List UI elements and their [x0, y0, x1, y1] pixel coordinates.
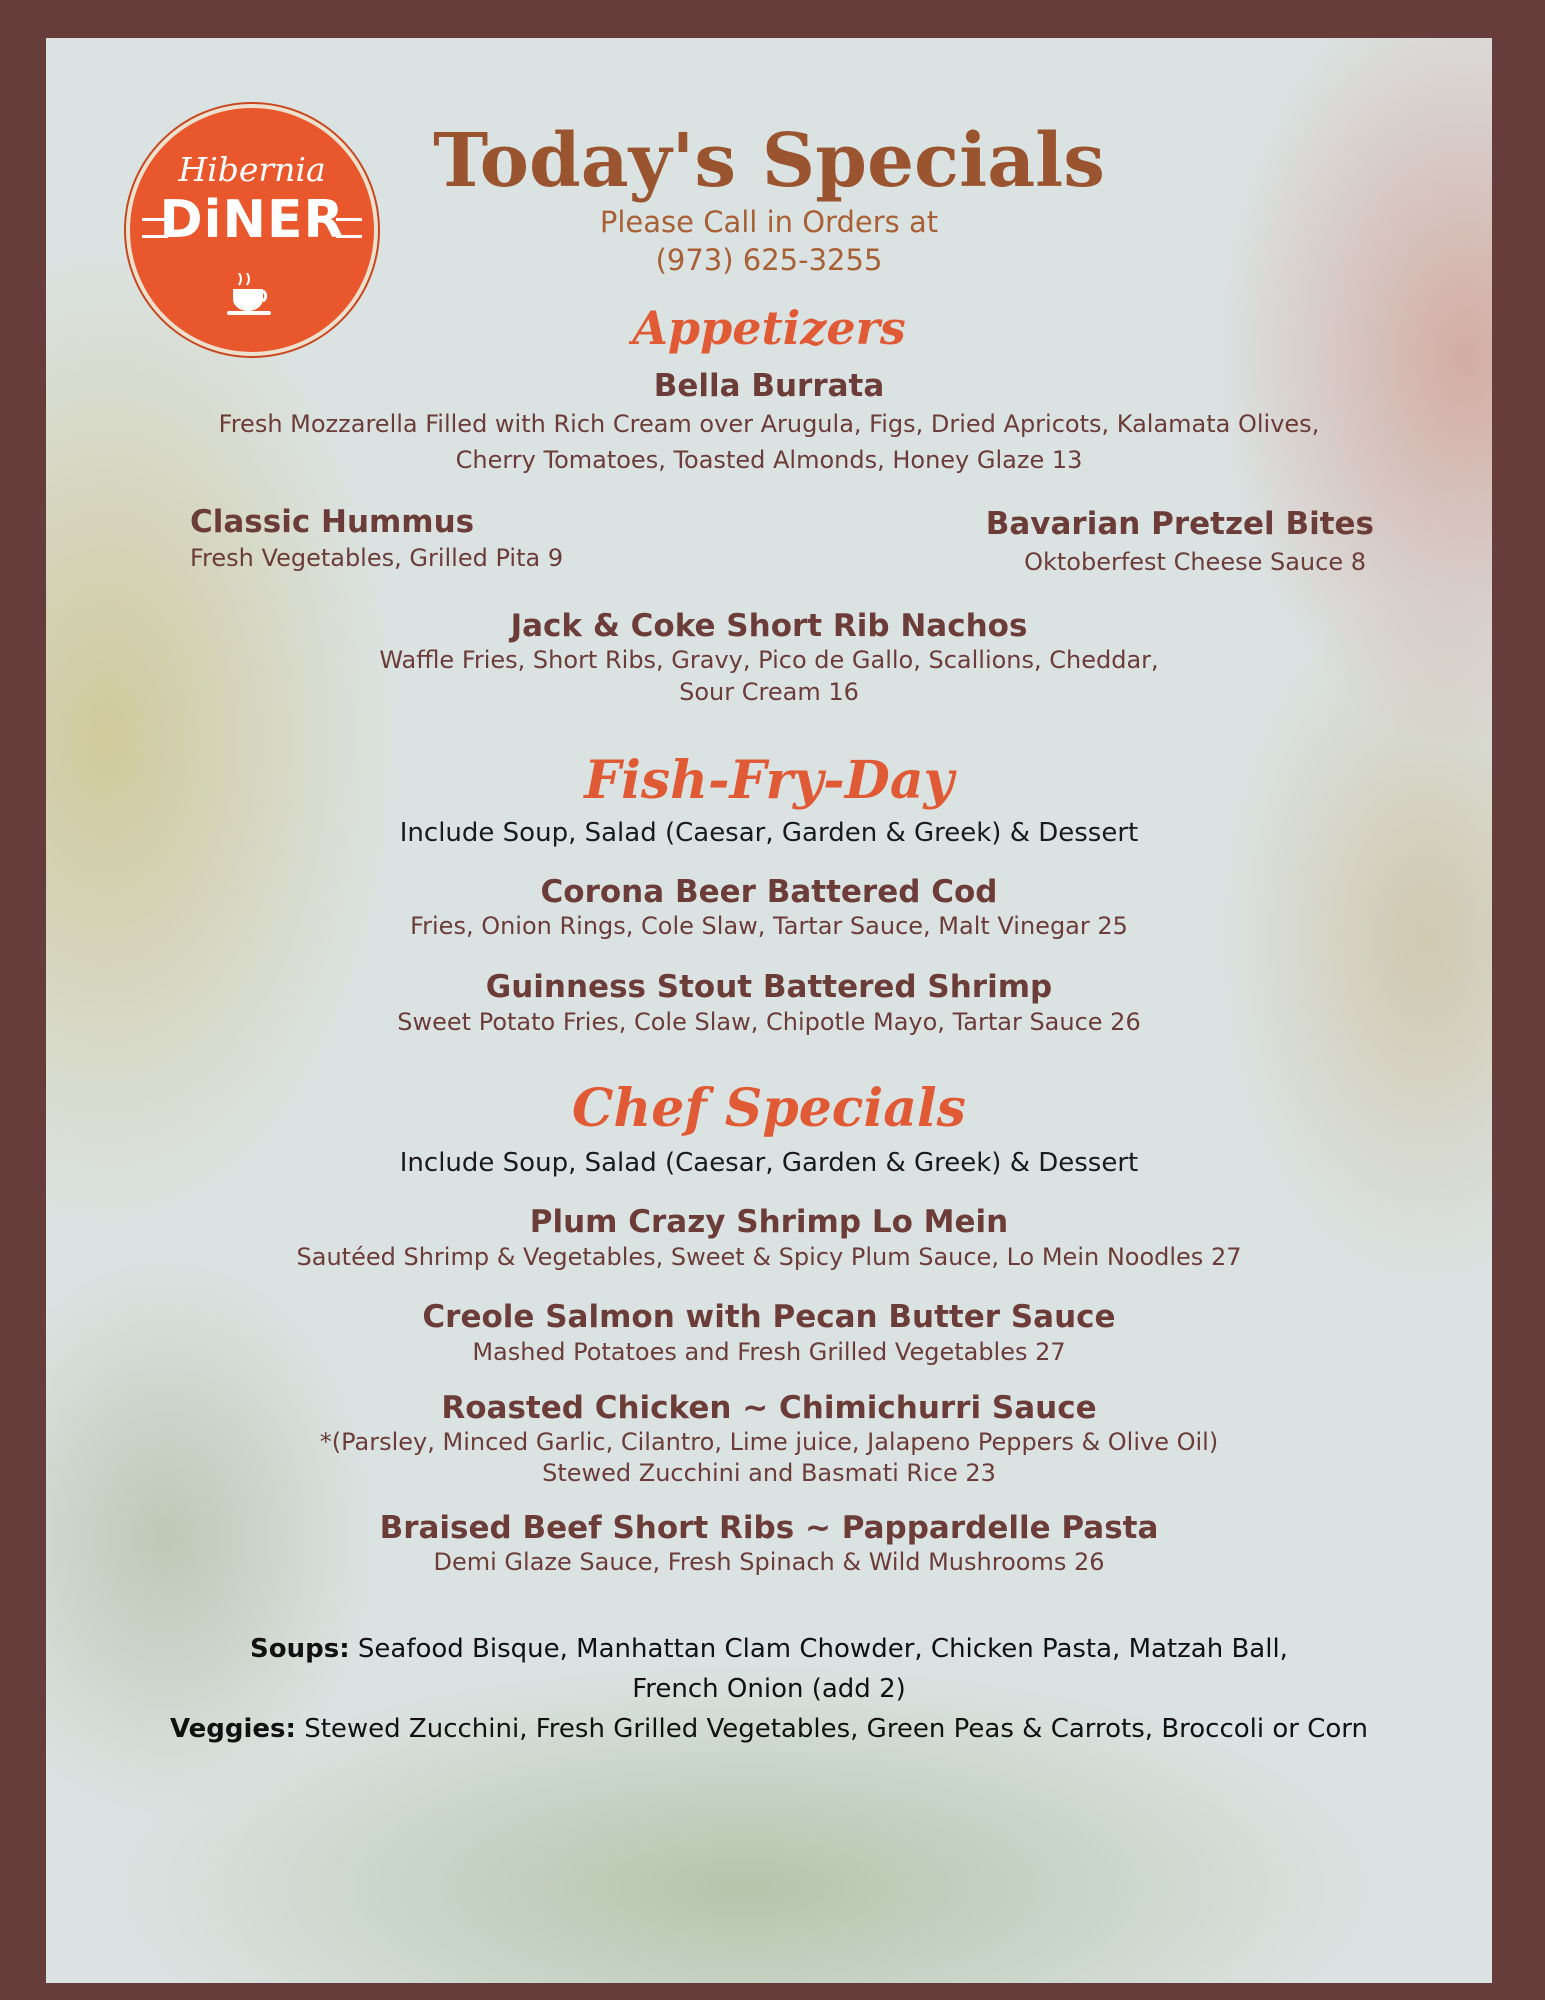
fish-fry-heading: Fish-Fry-Day [584, 750, 954, 811]
battered-shrimp-desc: Sweet Potato Fries, Cole Slaw, Chipotle Mayo, Tartar Sauce 26 [397, 1008, 1141, 1036]
roasted-chicken-desc-2: Stewed Zucchini and Basmati Rice 23 [542, 1459, 996, 1487]
soups-text: Seafood Bisque, Manhattan Clam Chowder, Chicken Pasta, Matzah Ball, [349, 1634, 1288, 1664]
battered-shrimp-name: Guinness Stout Battered Shrimp [485, 969, 1053, 1005]
short-ribs-desc: Demi Glaze Sauce, Fresh Spinach & Wild Mushrooms 26 [433, 1548, 1105, 1576]
pretzel-bites-name: Bavarian Pretzel Bites [985, 506, 1374, 542]
battered-cod-name: Corona Beer Battered Cod [540, 874, 998, 910]
soups-label: Soups: [250, 1634, 350, 1664]
bella-burrata-desc-2: Cherry Tomatoes, Toasted Almonds, Honey Glaze 13 [455, 446, 1083, 474]
lo-mein-name: Plum Crazy Shrimp Lo Mein [529, 1204, 1009, 1240]
chef-specials-heading: Chef Specials [572, 1078, 966, 1139]
battered-cod-desc: Fries, Onion Rings, Cole Slaw, Tartar Sauce, Malt Vinegar 25 [410, 912, 1128, 940]
fish-fry-note: Include Soup, Salad (Caesar, Garden & Greek) & Dessert [399, 818, 1139, 848]
call-orders-text: Please Call in Orders at [599, 205, 939, 239]
logo-script-text: Hibernia [178, 150, 326, 189]
veggies-text: Stewed Zucchini, Fresh Grilled Vegetables, Green Peas & Carrots, Broccoli or Corn [295, 1714, 1369, 1744]
soups-line [46, 1634, 1492, 1664]
veggies-label: Veggies: [169, 1714, 296, 1744]
creole-salmon-name: Creole Salmon with Pecan Butter Sauce [422, 1299, 1116, 1335]
nachos-desc: Waffle Fries, Short Ribs, Gravy, Pico de Gallo, Scallions, Cheddar, [379, 646, 1159, 674]
short-ribs-name: Braised Beef Short Ribs ~ Pappardelle Pasta [379, 1510, 1159, 1546]
soups-line-2: French Onion (add 2) [632, 1674, 906, 1704]
veggies-line [46, 1714, 1492, 1744]
appetizers-heading: Appetizers [632, 301, 906, 355]
bella-burrata-desc: Fresh Mozzarella Filled with Rich Cream over Arugula, Figs, Dried Apricots, Kalamata Olives, [218, 410, 1320, 438]
nachos-name: Jack & Coke Short Rib Nachos [510, 608, 1028, 644]
nachos-desc-2: Sour Cream 16 [679, 678, 859, 706]
phone-number: (973) 625-3255 [655, 243, 883, 277]
bella-burrata-name: Bella Burrata [653, 368, 885, 404]
roasted-chicken-desc: *(Parsley, Minced Garlic, Cilantro, Lime juice, Jalapeno Peppers & Olive Oil) [319, 1428, 1219, 1456]
chef-specials-note: Include Soup, Salad (Caesar, Garden & Greek) & Dessert [399, 1148, 1139, 1178]
logo-word-text: DiNER [159, 190, 345, 250]
classic-hummus-name: Classic Hummus [190, 504, 475, 540]
creole-salmon-desc: Mashed Potatoes and Fresh Grilled Vegetables 27 [472, 1338, 1066, 1366]
roasted-chicken-name: Roasted Chicken ~ Chimichurri Sauce [441, 1390, 1097, 1426]
lo-mein-desc: Sautéed Shrimp & Vegetables, Sweet & Spicy Plum Sauce, Lo Mein Noodles 27 [296, 1243, 1242, 1271]
menu-page [46, 38, 1492, 1983]
pretzel-bites-desc: Oktoberfest Cheese Sauce 8 [1024, 548, 1366, 576]
page-title: Today's Specials [433, 118, 1105, 204]
classic-hummus-desc: Fresh Vegetables, Grilled Pita 9 [190, 544, 564, 572]
